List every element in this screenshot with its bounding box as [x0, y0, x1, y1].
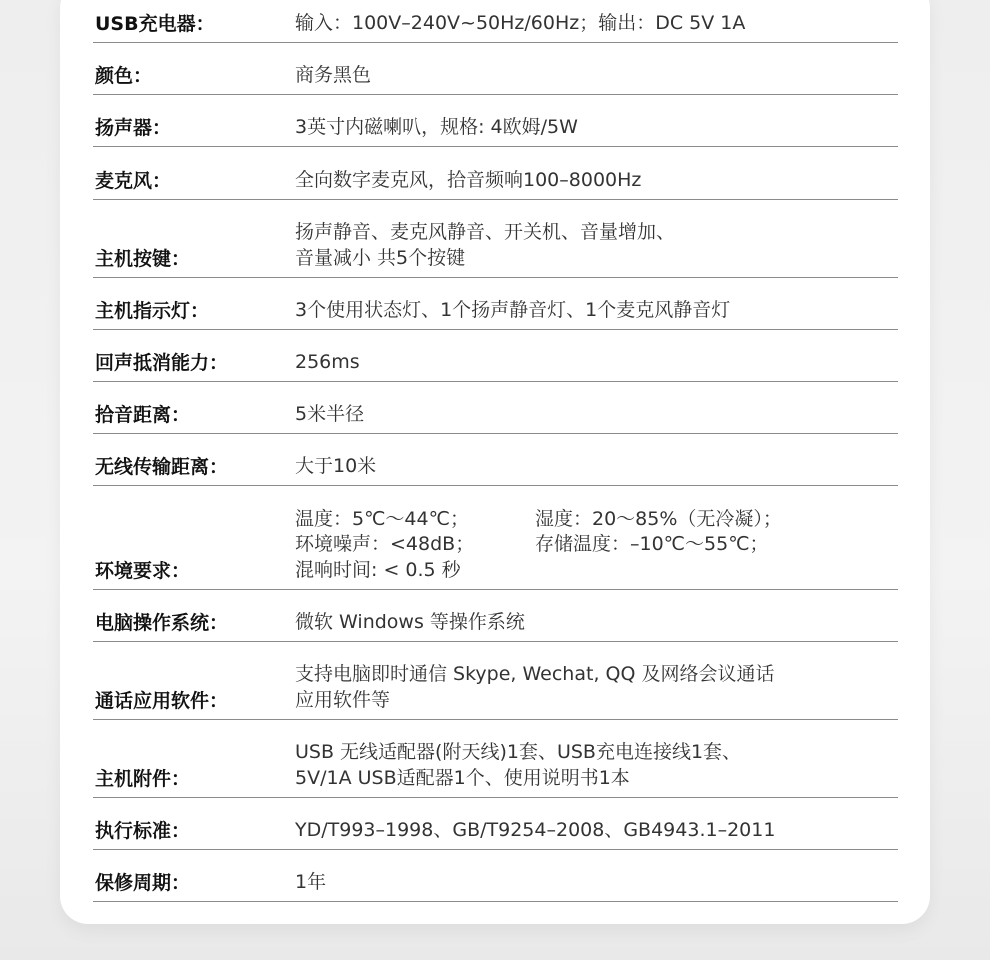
spec-value	[295, 63, 371, 89]
spec-value-line: 音量减小 共5个按键	[295, 246, 466, 269]
env-noise: 环境噪声：<48dB；	[295, 533, 475, 555]
spec-label: 执行标准：	[95, 820, 191, 842]
spec-value	[295, 610, 525, 636]
spec-value-line: 3英寸内磁喇叭，规格: 4欧姆/5W	[295, 115, 578, 138]
spec-value	[295, 168, 641, 194]
spec-value	[295, 740, 741, 791]
spec-value	[295, 818, 775, 844]
spec-value-line: 大于10米	[295, 454, 377, 477]
spec-row-speaker	[93, 95, 898, 147]
spec-value	[295, 507, 835, 584]
env-humidity: 湿度：20～85%（无冷凝）；	[535, 507, 782, 530]
spec-value	[295, 870, 326, 896]
spec-row-warranty	[93, 850, 898, 902]
spec-row-os	[93, 590, 898, 642]
spec-value-line: 256ms	[295, 350, 360, 373]
spec-value-line: USB 无线适配器(附天线)1套、USB充电连接线1套、	[295, 741, 742, 763]
spec-row-indicators	[93, 278, 898, 330]
spec-label: 主机附件：	[95, 768, 191, 790]
spec-value	[295, 115, 578, 141]
spec-label: 通话应用软件：	[95, 690, 229, 712]
spec-label: USB充电器：	[95, 13, 215, 35]
spec-label: 麦克风：	[95, 170, 172, 192]
spec-value	[295, 298, 730, 324]
spec-row-wireless-range	[93, 434, 898, 486]
spec-label: 无线传输距离：	[95, 456, 229, 478]
spec-value-line: 5V/1A USB适配器1个、使用说明书1本	[295, 766, 630, 789]
spec-row-buttons	[93, 200, 898, 278]
spec-value	[295, 662, 774, 713]
spec-value	[295, 350, 360, 376]
spec-label: 扬声器：	[95, 117, 172, 139]
spec-row-accessories	[93, 720, 898, 798]
spec-row-microphone	[93, 147, 898, 200]
spec-row-color	[93, 43, 898, 95]
spec-value-line: 商务黑色	[295, 63, 372, 86]
spec-value-line: 1年	[295, 870, 327, 893]
spec-value-line: 微软 Windows 等操作系统	[295, 610, 525, 633]
spec-value-line: 应用软件等	[295, 688, 391, 711]
spec-label: 回声抵消能力：	[95, 352, 229, 374]
spec-label: 颜色：	[95, 65, 153, 87]
env-storage-temperature: 存储温度：–10℃～55℃；	[535, 533, 769, 555]
spec-value-line: 全向数字麦克风，拾音频响100–8000Hz	[295, 168, 642, 191]
spec-value	[295, 402, 364, 428]
spec-label: 电脑操作系统：	[95, 612, 229, 634]
spec-value-line: 3个使用状态灯、1个扬声静音灯、1个麦克风静音灯	[295, 298, 731, 321]
spec-label: 主机指示灯：	[95, 300, 210, 322]
spec-value-line: 5米半径	[295, 402, 365, 425]
env-temperature: 温度：5℃～44℃；	[295, 507, 469, 530]
spec-row-usb-charger	[93, 0, 898, 43]
spec-label: 环境要求：	[95, 560, 191, 582]
spec-row-pickup-distance	[93, 382, 898, 434]
spec-value-line: 扬声静音、麦克风静音、开关机、音量增加、	[295, 221, 676, 243]
spec-value-line: 支持电脑即时通信 Skype, Wechat, QQ 及网络会议通话	[295, 663, 775, 685]
spec-table	[93, 0, 898, 902]
spec-value	[295, 220, 675, 271]
spec-value-line: YD/T993–1998、GB/T9254–2008、GB4943.1–2011	[295, 818, 776, 841]
spec-label: 拾音距离：	[95, 404, 191, 426]
spec-row-standards	[93, 798, 898, 850]
spec-row-environment	[93, 486, 898, 590]
env-reverb-time: 混响时间: < 0.5 秒	[295, 558, 461, 581]
spec-label: 主机按键：	[95, 248, 191, 270]
spec-value	[295, 454, 376, 480]
spec-row-echo-cancel	[93, 330, 898, 382]
spec-row-software	[93, 642, 898, 720]
spec-value	[295, 11, 745, 37]
spec-value-line: 输入：100V–240V~50Hz/60Hz；输出：DC 5V 1A	[295, 11, 746, 34]
spec-label: 保修周期：	[95, 872, 191, 894]
